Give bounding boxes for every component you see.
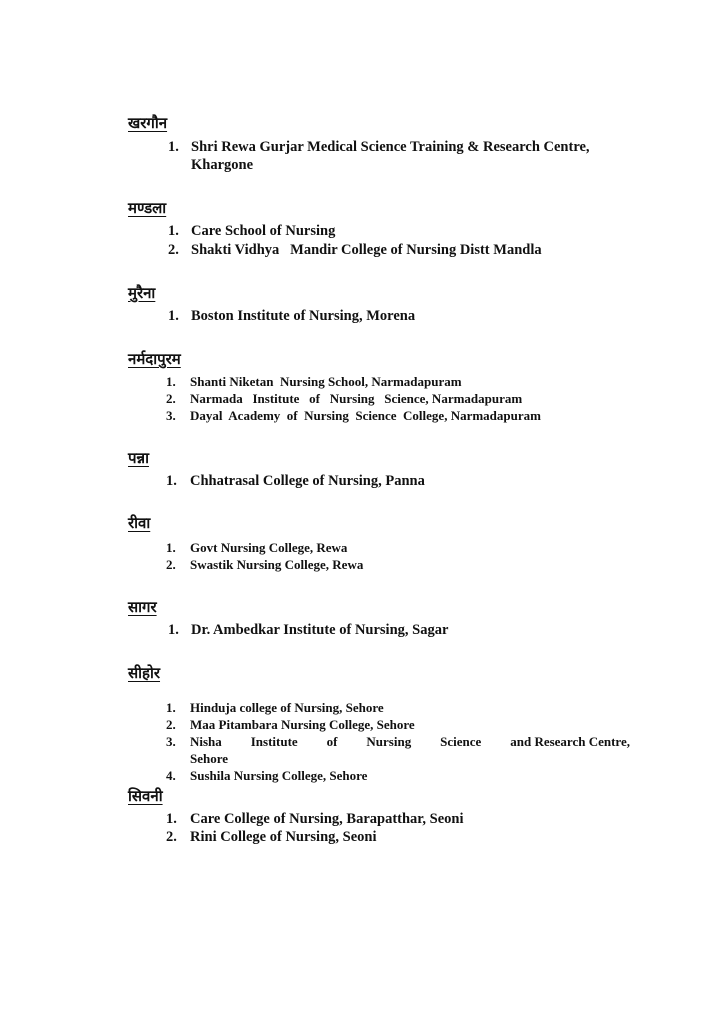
item-text: Sehore xyxy=(190,751,229,766)
item-number: 2. xyxy=(166,557,176,572)
district-heading-narmadapuram: नर्मदापुरम xyxy=(128,350,181,368)
item-number: 3. xyxy=(166,734,176,749)
item-word: Nisha xyxy=(190,734,222,749)
item-text: Narmada Institute of Nursing Science, Narmadapuram xyxy=(190,391,523,406)
item-word: and Research Centre, xyxy=(510,734,630,749)
item-number: 1. xyxy=(168,622,179,638)
item-text: Care College of Nursing, Barapatthar, Seoni xyxy=(190,811,464,827)
item-number: 2. xyxy=(166,829,177,845)
item-text: Sushila Nursing College, Sehore xyxy=(190,768,368,783)
district-heading-seoni: सिवनी xyxy=(128,787,163,805)
item-text: Dayal Academy of Nursing Science College, Narmadapuram xyxy=(190,408,541,423)
item-text: Boston Institute of Nursing, Morena xyxy=(191,308,416,324)
item-text: Shri Rewa Gurjar Medical Science Training & Research Centre, xyxy=(191,139,590,155)
district-heading-mandla: मण्डला xyxy=(128,199,167,217)
item-text: Hinduja college of Nursing, Sehore xyxy=(190,700,384,715)
district-heading-rewa: रीवा xyxy=(128,514,151,532)
item-text: Swastik Nursing College, Rewa xyxy=(190,557,364,572)
item-text: Khargone xyxy=(191,157,254,173)
item-text: Maa Pitambara Nursing College, Sehore xyxy=(190,717,415,732)
item-text xyxy=(190,733,630,750)
item-word: of xyxy=(326,734,338,749)
item-text: Shakti Vidhya Mandir College of Nursing Distt Mandla xyxy=(191,242,542,258)
item-text: Rini College of Nursing, Seoni xyxy=(190,829,377,845)
item-number: 2. xyxy=(166,391,176,406)
item-word: Institute xyxy=(250,734,298,749)
item-text: Chhatrasal College of Nursing, Panna xyxy=(190,473,425,489)
item-text: Govt Nursing College, Rewa xyxy=(190,540,348,555)
district-heading-sagar: सागर xyxy=(128,598,157,616)
item-number: 1. xyxy=(168,139,179,155)
item-word: Science xyxy=(440,734,482,749)
district-heading-panna: पन्ना xyxy=(128,449,149,467)
district-heading-morena: मुरैना xyxy=(128,284,156,302)
district-heading-sehore: सीहोर xyxy=(128,664,161,682)
item-number: 1. xyxy=(168,223,179,239)
item-number: 1. xyxy=(166,811,177,827)
district-heading-khargone: खरगौन xyxy=(128,114,168,132)
item-number: 1. xyxy=(168,308,179,324)
item-number: 1. xyxy=(166,540,176,555)
item-word: Nursing xyxy=(366,734,412,749)
item-number: 3. xyxy=(166,408,176,423)
item-text: Dr. Ambedkar Institute of Nursing, Sagar xyxy=(191,622,449,638)
item-number: 1. xyxy=(166,374,176,389)
item-text: Care School of Nursing xyxy=(191,223,336,239)
item-number: 4. xyxy=(166,768,176,783)
item-number: 1. xyxy=(166,700,176,715)
item-text: Shanti Niketan Nursing School, Narmadapuram xyxy=(190,374,462,389)
item-number: 1. xyxy=(166,473,177,489)
item-number: 2. xyxy=(166,717,176,732)
item-number: 2. xyxy=(168,242,179,258)
